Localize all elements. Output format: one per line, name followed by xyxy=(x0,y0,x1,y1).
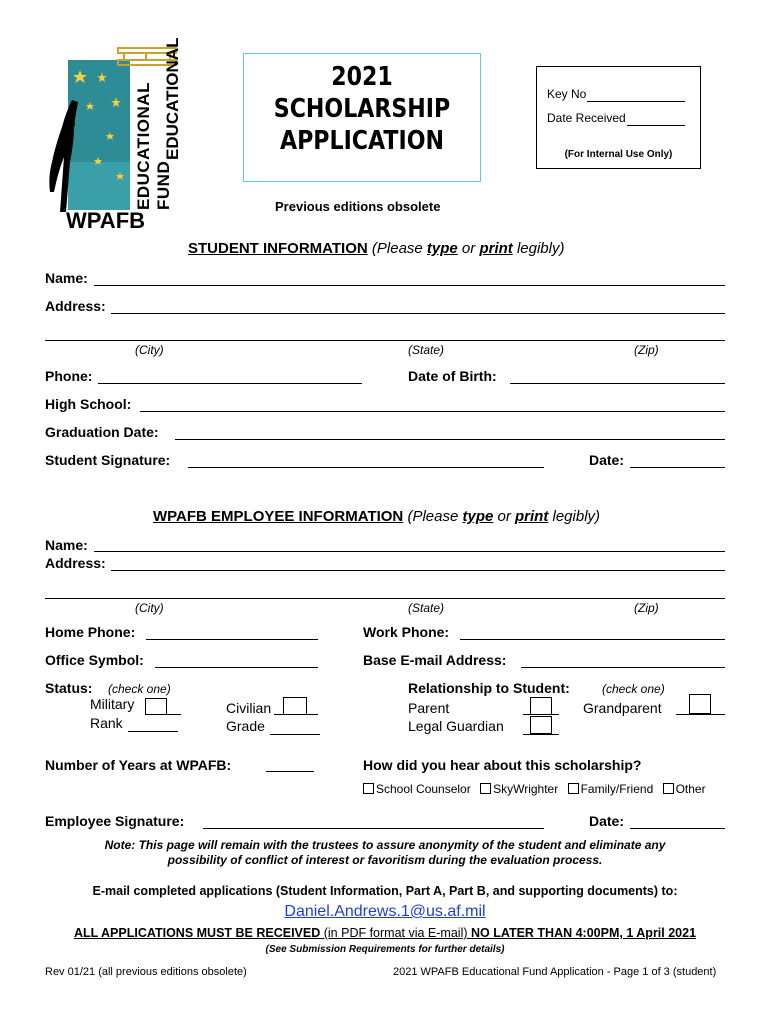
student-zip-label: (Zip) xyxy=(634,343,659,357)
submission-email-link[interactable]: Daniel.Andrews.1@us.af.mil xyxy=(284,903,486,920)
date-received-field[interactable] xyxy=(627,125,685,126)
high-school-field[interactable] xyxy=(140,411,725,412)
years-at-wpafb-field[interactable] xyxy=(266,771,314,772)
school-counselor-checkbox[interactable] xyxy=(363,783,374,794)
internal-use-box xyxy=(536,66,701,169)
grandparent-label: Grandparent xyxy=(583,700,662,716)
deadline-notice xyxy=(0,926,770,940)
employee-address-field[interactable] xyxy=(111,570,725,571)
student-heading-text: STUDENT INFORMATION xyxy=(188,240,368,257)
legal-guardian-label: Legal Guardian xyxy=(408,718,504,734)
anonymity-note-line2: possibility of conflict of interest or favoritism during the evaluation process. xyxy=(167,853,603,867)
grade-label: Grade xyxy=(226,718,265,734)
deadline-part2: (in PDF format via E-mail) xyxy=(320,926,471,940)
rank-label: Rank xyxy=(90,715,123,731)
employee-city-label: (City) xyxy=(135,601,164,615)
civilian-line xyxy=(274,714,318,715)
employee-state-label: (State) xyxy=(408,601,445,615)
logo-text-wpafb: WPAFB xyxy=(66,208,146,233)
student-address-label: Address: xyxy=(45,298,106,314)
key-no-label: Key No xyxy=(547,87,587,101)
status-check-one: (check one) xyxy=(108,682,171,696)
anonymity-note-line1: Note: This page will remain with the trustees to assure anonymity of the student and eliminate any xyxy=(104,838,666,852)
title-box xyxy=(243,53,481,182)
option-other[interactable]: Other xyxy=(663,782,706,796)
student-name-label: Name: xyxy=(45,270,88,286)
employee-name-label: Name: xyxy=(45,537,88,553)
option-family-friend[interactable]: Family/Friend xyxy=(568,782,654,796)
date-received-label: Date Received xyxy=(547,111,626,125)
obsolete-note: Previous editions obsolete xyxy=(275,199,441,214)
student-signature-label: Student Signature: xyxy=(45,452,171,468)
home-phone-label: Home Phone: xyxy=(45,624,136,640)
footer-revision: Rev 01/21 (all previous editions obsolete) xyxy=(45,966,247,978)
graduation-date-field[interactable] xyxy=(175,439,725,440)
email-instructions: E-mail completed applications (Student Information, Part A, Part B, and supporting documents) to: xyxy=(92,884,678,898)
employee-date-field[interactable] xyxy=(630,828,725,829)
internal-use-note: (For Internal Use Only) xyxy=(564,149,673,160)
key-no-field[interactable] xyxy=(587,101,685,102)
employee-heading-text: WPAFB EMPLOYEE INFORMATION xyxy=(153,508,404,525)
grade-field[interactable] xyxy=(270,734,320,735)
parent-checkbox[interactable] xyxy=(530,697,552,715)
civilian-checkbox[interactable] xyxy=(283,697,307,715)
military-checkbox[interactable] xyxy=(145,698,167,715)
title-line2: APPLICATION xyxy=(280,126,444,156)
years-at-wpafb-label: Number of Years at WPAFB: xyxy=(45,757,232,773)
grandparent-line xyxy=(676,714,725,715)
option-school-counselor[interactable]: School Counselor xyxy=(363,782,471,796)
graduation-date-label: Graduation Date: xyxy=(45,424,159,440)
base-email-field[interactable] xyxy=(521,667,725,668)
office-symbol-field[interactable] xyxy=(155,667,318,668)
student-signature-field[interactable] xyxy=(188,467,544,468)
option-skywrighter[interactable]: SkyWrighter xyxy=(480,782,558,796)
work-phone-field[interactable] xyxy=(460,639,725,640)
student-state-label: (State) xyxy=(408,343,445,357)
student-section-heading xyxy=(188,240,564,257)
civilian-label: Civilian xyxy=(226,700,272,716)
title-year: 2021 xyxy=(331,62,393,92)
status-label: Status: xyxy=(45,680,93,696)
parent-label: Parent xyxy=(408,700,450,716)
logo-text-educational: EDUCATIONAL xyxy=(163,37,182,160)
submission-requirements-note: (See Submission Requirements for further details) xyxy=(265,944,505,955)
student-city-label: (City) xyxy=(135,343,164,357)
footer-page-info: 2021 WPAFB Educational Fund Application - Page 1 of 3 (student) xyxy=(393,966,717,978)
employee-address-line2[interactable] xyxy=(45,598,725,599)
student-date-label: Date: xyxy=(589,452,625,468)
student-dob-field[interactable] xyxy=(510,383,725,384)
wpafb-logo xyxy=(40,37,182,234)
student-phone-field[interactable] xyxy=(98,383,362,384)
skywrighter-checkbox[interactable] xyxy=(480,783,491,794)
base-email-label: Base E-mail Address: xyxy=(363,652,507,668)
home-phone-field[interactable] xyxy=(146,639,318,640)
title-line1: SCHOLARSHIP xyxy=(273,94,451,124)
office-symbol-label: Office Symbol: xyxy=(45,652,144,668)
military-label: Military xyxy=(90,696,135,712)
employee-heading-inst: (Please type or print legibly) xyxy=(407,508,601,525)
employee-signature-field[interactable] xyxy=(203,828,544,829)
how-heard-label: How did you hear about this scholarship? xyxy=(363,757,642,773)
student-dob-label: Date of Birth: xyxy=(408,368,497,384)
grandparent-checkbox[interactable] xyxy=(689,694,711,714)
logo-text-fund: FUND xyxy=(154,160,173,210)
student-address-field[interactable] xyxy=(111,313,725,314)
student-date-field[interactable] xyxy=(630,467,725,468)
employee-zip-label: (Zip) xyxy=(634,601,659,615)
employee-section-heading xyxy=(153,508,600,525)
logo-text-educational: EDUCATIONAL xyxy=(134,82,153,210)
high-school-label: High School: xyxy=(45,396,132,412)
legal-guardian-line xyxy=(523,734,559,735)
employee-address-label: Address: xyxy=(45,555,106,571)
student-heading-inst: (Please type or print legibly) xyxy=(371,240,565,257)
how-heard-options xyxy=(363,782,706,796)
student-address-line2[interactable] xyxy=(45,340,725,341)
parent-line xyxy=(523,714,559,715)
employee-signature-label: Employee Signature: xyxy=(45,813,185,829)
other-checkbox[interactable] xyxy=(663,783,674,794)
student-phone-label: Phone: xyxy=(45,368,93,384)
employee-date-label: Date: xyxy=(589,813,625,829)
employee-name-field[interactable] xyxy=(94,551,725,552)
relationship-label: Relationship to Student: xyxy=(408,680,570,696)
relationship-check-one: (check one) xyxy=(602,682,665,696)
deadline-part3: NO LATER THAN 4:00PM, 1 April 2021 xyxy=(470,926,697,940)
rank-field[interactable] xyxy=(128,731,178,732)
legal-guardian-checkbox[interactable] xyxy=(530,716,552,734)
work-phone-label: Work Phone: xyxy=(363,624,450,640)
deadline-part1: ALL APPLICATIONS MUST BE RECEIVED xyxy=(73,926,321,940)
military-line xyxy=(145,714,181,715)
family-friend-checkbox[interactable] xyxy=(568,783,579,794)
student-name-field[interactable] xyxy=(94,285,725,286)
